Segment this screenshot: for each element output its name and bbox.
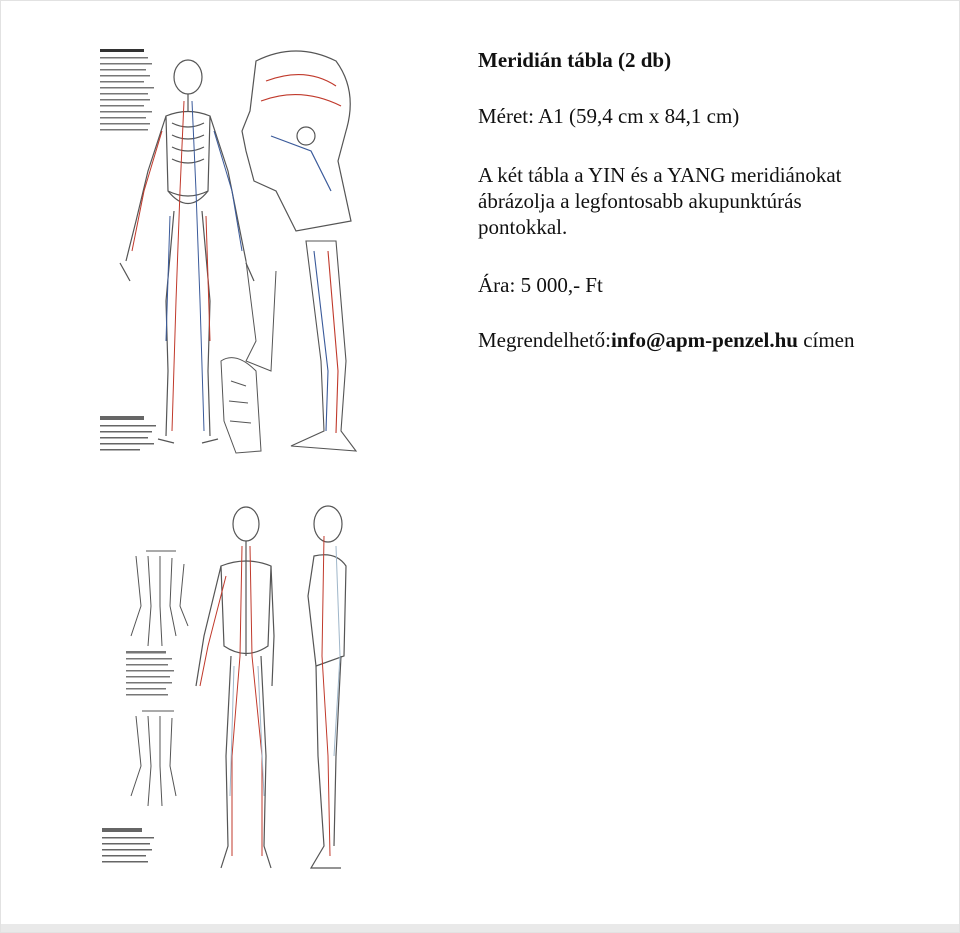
yang-side-meridians bbox=[322, 536, 340, 856]
product-description bbox=[478, 162, 948, 240]
description-line: A két tábla a YIN és a YANG meridiánokat bbox=[478, 163, 842, 187]
yang-hand-sketches bbox=[131, 551, 188, 806]
yang-chart-illustration bbox=[96, 496, 358, 878]
order-suffix: címen bbox=[797, 328, 855, 352]
product-info bbox=[478, 45, 948, 352]
order-email-link[interactable]: info@apm-penzel.hu bbox=[610, 328, 798, 352]
bottom-bar bbox=[1, 924, 959, 932]
order-prefix: Megrendelhető: bbox=[478, 328, 611, 352]
yang-side-figure bbox=[308, 506, 346, 868]
description-line: pontokkal. bbox=[478, 215, 568, 239]
description-line: ábrázolja a legfontosabb akupunktúrás bbox=[478, 189, 802, 213]
product-title: Meridián tábla (2 db) bbox=[478, 48, 672, 72]
order-info bbox=[478, 328, 855, 353]
product-size: Méret: A1 (59,4 cm x 84,1 cm) bbox=[478, 104, 740, 128]
yang-back-meridians bbox=[200, 546, 264, 856]
yang-legend bbox=[126, 651, 174, 696]
yin-meridian-chart-image bbox=[96, 41, 358, 461]
yin-leg-side bbox=[291, 241, 356, 451]
product-price: Ára: 5 000,- Ft bbox=[478, 273, 603, 297]
yang-logo-area bbox=[102, 828, 154, 863]
yin-head-profile bbox=[242, 51, 351, 231]
yin-chart-illustration bbox=[96, 41, 358, 461]
yin-foot-sketches bbox=[221, 261, 276, 453]
yin-logo-area bbox=[100, 416, 156, 451]
yang-meridian-chart-image bbox=[96, 496, 358, 878]
yin-legend bbox=[100, 49, 154, 131]
